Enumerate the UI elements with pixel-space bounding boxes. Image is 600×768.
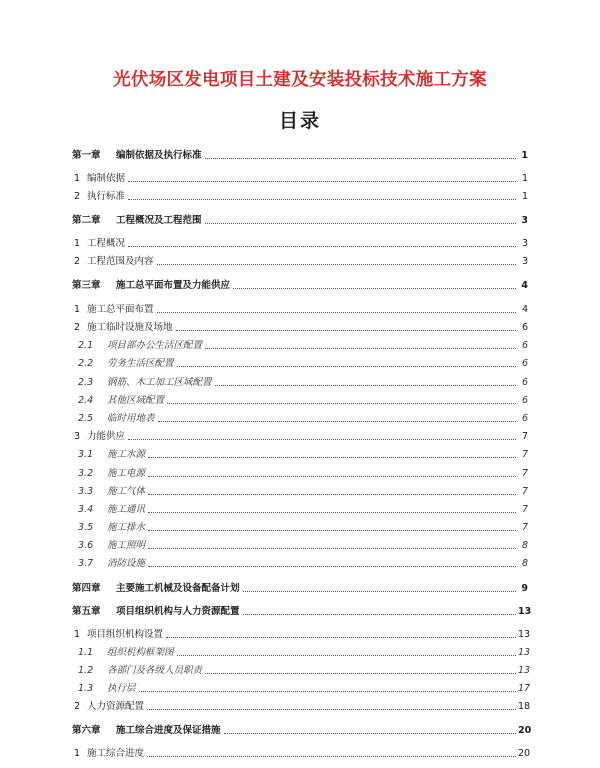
toc-entry-text: 各部门及各级人员职责 (107, 665, 203, 676)
toc-entry-text: 人力资源配置 (87, 701, 145, 712)
toc-entry-number: 第一章 (72, 150, 101, 161)
toc-chapter-row[interactable] (72, 603, 532, 617)
toc-entry-number: 2 (73, 191, 80, 202)
toc-entry-number: 1 (73, 748, 80, 759)
toc-dot-leader (157, 312, 516, 313)
toc-entry-text: 施工综合进度及保证措施 (116, 725, 221, 736)
toc-entry-number: 3.7 (78, 558, 94, 569)
toc-entry-text: 执行标准 (87, 191, 126, 202)
toc-dot-leader (205, 348, 516, 349)
toc-entry-text: 组织机构框架图 (107, 647, 174, 658)
toc-page-number: 8 (521, 540, 528, 551)
toc-entry-number: 2.1 (78, 340, 94, 351)
toc-entry-text: 项目组织机构与人力资源配置 (116, 606, 240, 617)
toc-entry-row[interactable] (78, 410, 528, 424)
toc-entry-number: 1 (73, 238, 80, 249)
toc-entry-number: 第五章 (72, 606, 101, 617)
toc-entry-number: 3 (73, 431, 80, 442)
toc-entry-number: 第二章 (72, 215, 101, 226)
toc-entry-number: 2.5 (78, 413, 94, 424)
toc-dot-leader (148, 512, 516, 513)
toc-entry-text: 临时用地表 (107, 413, 155, 424)
toc-page-number: 3 (521, 238, 528, 249)
toc-dot-leader (148, 548, 516, 549)
toc-entry-number: 3.1 (78, 449, 94, 460)
toc-entry-text: 编制依据 (87, 173, 126, 184)
toc-entry-text: 钢筋、木工加工区域配置 (107, 377, 212, 388)
toc-entry-text: 项目组织机构设置 (87, 629, 164, 640)
toc-entry-row[interactable] (78, 374, 528, 388)
toc-entry-number: 1.2 (78, 665, 94, 676)
toc-entry-row[interactable] (78, 519, 528, 533)
toc-heading: 目录 (278, 110, 321, 132)
toc-dot-leader (243, 591, 516, 592)
toc-dot-leader (148, 530, 516, 531)
toc-entry-text: 施工电源 (107, 468, 146, 479)
toc-entry-row[interactable] (78, 644, 531, 658)
toc-entry-text: 施工照明 (107, 540, 146, 551)
toc-entry-number: 3.3 (78, 486, 94, 497)
toc-page-number: 4 (521, 304, 528, 315)
toc-entry-number: 1 (73, 629, 80, 640)
toc-page-number: 13 (518, 629, 531, 640)
toc-entry-row[interactable] (68, 319, 528, 333)
toc-entry-number: 3.5 (78, 522, 94, 533)
toc-dot-leader (148, 457, 516, 458)
toc-page-number: 7 (521, 486, 528, 497)
toc-entry-number: 3.6 (78, 540, 94, 551)
toc-entry-text: 力能供应 (87, 431, 126, 442)
toc-entry-text: 施工综合进度 (87, 748, 145, 759)
toc-entry-number: 第四章 (72, 583, 101, 594)
toc-page-number: 17 (518, 683, 531, 694)
toc-entry-text: 施工气体 (107, 486, 146, 497)
toc-entry-text: 主要施工机械及设备配备计划 (116, 583, 240, 594)
toc-entry-number: 3.4 (78, 504, 94, 515)
toc-page-number: 13 (518, 665, 531, 676)
toc-entry-text: 施工总平面布置 (87, 304, 154, 315)
toc-dot-leader (128, 246, 516, 247)
toc-entry-text: 工程概况及工程范围 (116, 215, 202, 226)
toc-entry-number: 2 (73, 701, 80, 712)
toc-entry-text: 施工临时设施及场地 (87, 322, 173, 333)
toc-page-number: 7 (521, 449, 528, 460)
toc-entry-number: 1 (73, 304, 80, 315)
toc-page-number: 6 (521, 340, 528, 351)
toc-entry-number: 第三章 (72, 280, 101, 291)
toc-entry-text: 施工通讯 (107, 504, 146, 515)
toc-entry-row[interactable] (78, 662, 531, 676)
toc-page-number: 7 (521, 522, 528, 533)
toc-page-number: 1 (521, 150, 528, 161)
toc-entry-number: 1.1 (78, 647, 94, 658)
toc-entry-text: 施工总平面布置及力能供应 (116, 280, 231, 291)
toc-entry-row[interactable] (68, 301, 528, 315)
toc-dot-leader (148, 566, 516, 567)
toc-entry-number: 2.3 (78, 377, 94, 388)
toc-entry-row[interactable] (78, 501, 528, 515)
toc-entry-text: 编制依据及执行标准 (116, 150, 202, 161)
toc-dot-leader (147, 709, 516, 710)
toc-entry-row[interactable] (78, 680, 531, 694)
toc-entry-number: 2 (73, 322, 80, 333)
toc-dot-leader (148, 494, 516, 495)
toc-entry-row[interactable] (68, 235, 528, 249)
toc-dot-leader (166, 637, 516, 638)
toc-entry-number: 2.2 (78, 358, 94, 369)
toc-entry-row[interactable] (68, 188, 528, 202)
toc-chapter-row[interactable] (72, 147, 528, 161)
toc-entry-row[interactable] (78, 483, 528, 497)
toc-dot-leader (176, 330, 516, 331)
toc-page-number: 13 (518, 647, 531, 658)
toc-page-number: 6 (521, 322, 528, 333)
toc-page-number: 20 (518, 748, 531, 759)
toc-entry-row[interactable] (68, 428, 528, 442)
toc-page-number: 18 (518, 701, 531, 712)
toc-page-number: 1 (521, 191, 528, 202)
toc-entry-number: 第六章 (72, 725, 101, 736)
toc-dot-leader (167, 403, 516, 404)
toc-entry-row[interactable] (68, 253, 528, 267)
toc-page-number: 6 (521, 395, 528, 406)
toc-chapter-row[interactable] (72, 722, 532, 736)
toc-entry-text: 执行层 (107, 683, 136, 694)
toc-dot-leader (128, 439, 516, 440)
toc-dot-leader (205, 158, 516, 159)
toc-page-number: 3 (521, 215, 528, 226)
toc-dot-leader (157, 264, 516, 265)
toc-entry-number: 3.2 (78, 468, 94, 479)
toc-dot-leader (224, 733, 516, 734)
toc-entry-number: 2.4 (78, 395, 94, 406)
toc-entry-text: 劳务生活区配置 (107, 358, 174, 369)
toc-entry-row[interactable] (68, 170, 528, 184)
toc-page-number: 3 (521, 256, 528, 267)
toc-entry-row[interactable] (78, 337, 528, 351)
toc-page-number: 1 (521, 173, 528, 184)
toc-dot-leader (233, 288, 516, 289)
toc-entry-text: 项目部办公生活区配置 (107, 340, 203, 351)
toc-chapter-row[interactable] (72, 212, 528, 226)
toc-entry-row[interactable] (68, 698, 531, 712)
toc-dot-leader (128, 199, 516, 200)
toc-entry-row[interactable] (78, 555, 528, 569)
toc-page-number: 8 (521, 558, 528, 569)
toc-entry-number: 1.3 (78, 683, 94, 694)
toc-entry-text: 施工水源 (107, 449, 146, 460)
toc-page-number: 4 (521, 280, 528, 291)
toc-entry-number: 1 (73, 173, 80, 184)
toc-dot-leader (215, 385, 516, 386)
toc-dot-leader (177, 655, 516, 656)
toc-entry-text: 施工排水 (107, 522, 146, 533)
toc-dot-leader (205, 223, 516, 224)
toc-dot-leader (158, 421, 516, 422)
toc-chapter-row[interactable] (72, 580, 528, 594)
toc-page-number: 9 (521, 583, 528, 594)
toc-dot-leader (243, 614, 516, 615)
toc-entry-text: 工程概况 (87, 238, 126, 249)
toc-dot-leader (139, 691, 516, 692)
toc-page-number: 6 (521, 358, 528, 369)
toc-entry-row[interactable] (68, 626, 531, 640)
toc-entry-text: 消防设施 (107, 558, 146, 569)
toc-entry-row[interactable] (78, 537, 528, 551)
toc-dot-leader (148, 476, 516, 477)
toc-page-number: 6 (521, 413, 528, 424)
toc-page-number: 7 (521, 504, 528, 515)
toc-page-number: 7 (521, 468, 528, 479)
toc-entry-row[interactable] (78, 355, 528, 369)
toc-page-number: 13 (518, 606, 532, 617)
toc-dot-leader (177, 366, 516, 367)
toc-page-number: 7 (521, 431, 528, 442)
toc-page-number: 6 (521, 377, 528, 388)
toc-entry-row[interactable] (68, 745, 531, 759)
toc-entry-row[interactable] (78, 392, 528, 406)
toc-entry-text: 工程范围及内容 (87, 256, 154, 267)
toc-entry-row[interactable] (78, 446, 528, 460)
toc-entry-row[interactable] (78, 465, 528, 479)
toc-entry-number: 2 (73, 256, 80, 267)
document-title: 光伏场区发电项目土建及安装投标技术施工方案 (113, 70, 487, 90)
toc-entry-text: 其他区域配置 (107, 395, 165, 406)
toc-chapter-row[interactable] (72, 277, 528, 291)
toc-page-number: 20 (518, 725, 532, 736)
toc-dot-leader (128, 181, 516, 182)
toc-dot-leader (147, 756, 516, 757)
toc-dot-leader (205, 673, 516, 674)
